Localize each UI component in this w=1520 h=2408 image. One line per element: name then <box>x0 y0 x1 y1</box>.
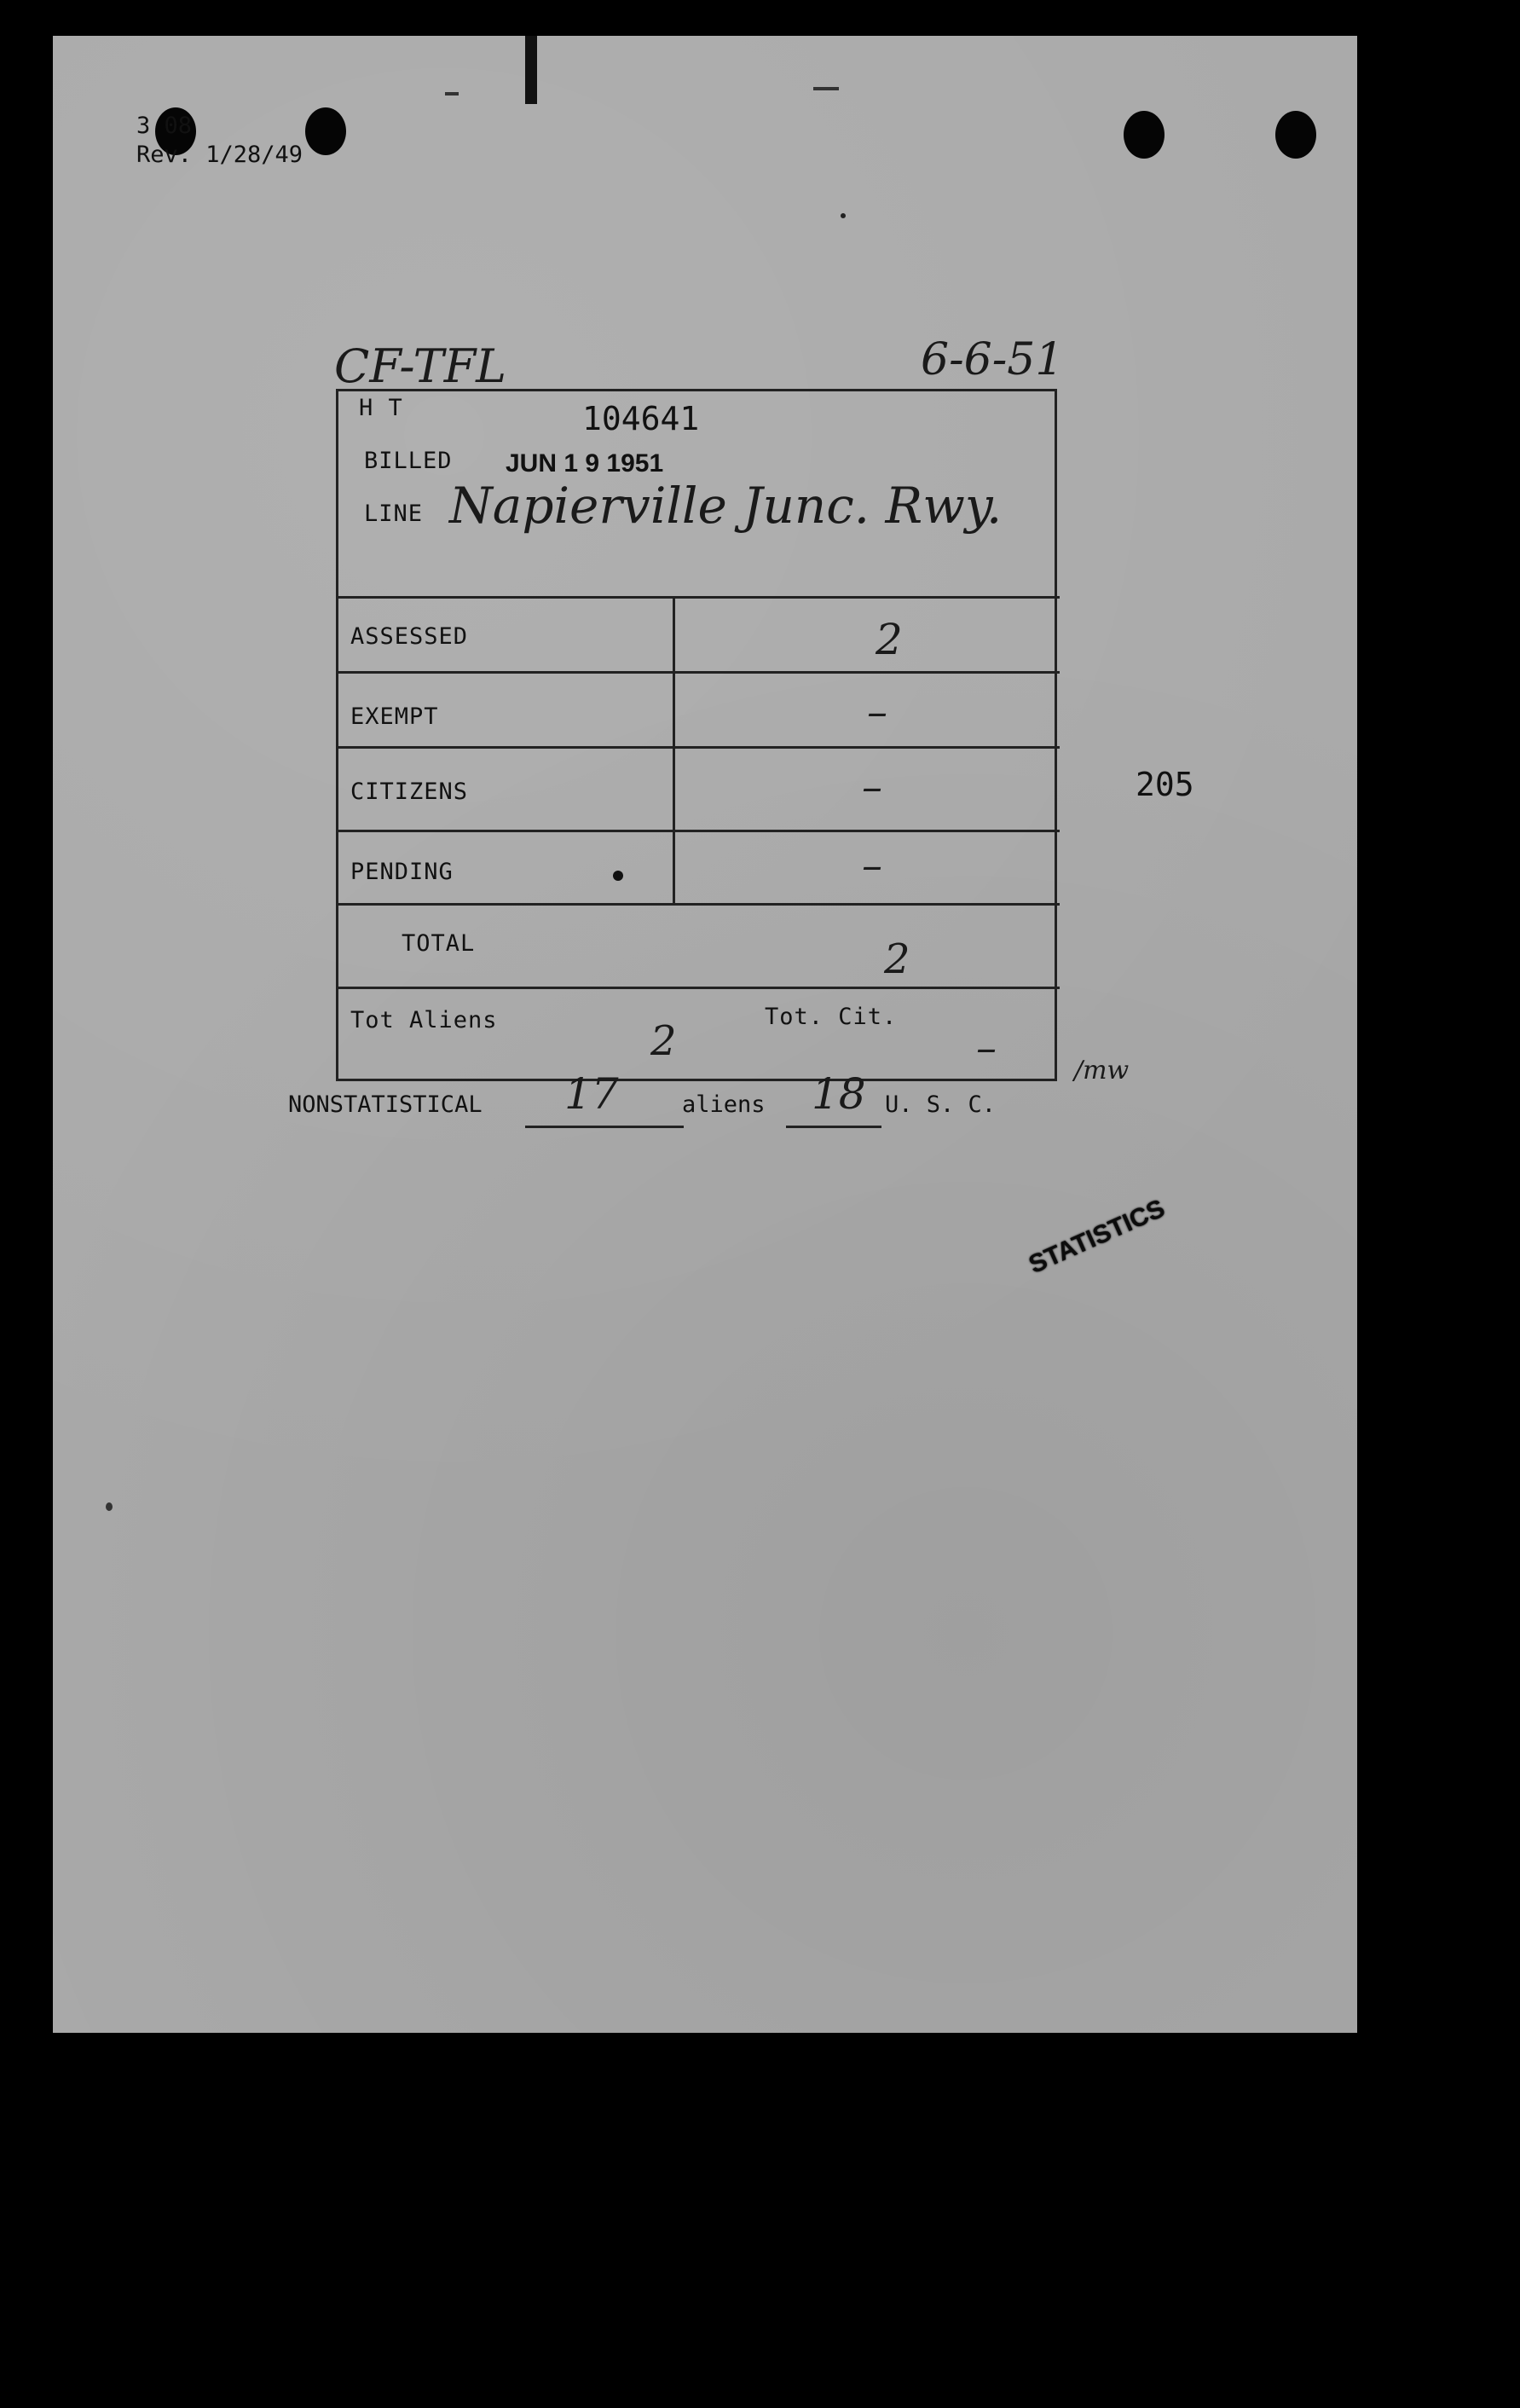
aliens-label: aliens <box>682 1091 766 1118</box>
divider-row-1 <box>338 671 1060 674</box>
speck <box>813 87 839 90</box>
row-label-assessed: ASSESSED <box>350 623 469 650</box>
form-number: 3 08 <box>136 113 193 139</box>
divider-header <box>338 596 1060 599</box>
tot-cit-label: Tot. Cit. <box>765 1004 898 1030</box>
divider-row-4 <box>338 903 1060 906</box>
handwritten-code: CF-TFL <box>334 339 507 393</box>
usc-value: 18 <box>812 1069 866 1119</box>
billed-date-stamp: JUN 1 9 1951 <box>506 449 664 478</box>
row-value-citizens: – <box>862 763 882 811</box>
handwritten-date: 6-6-51 <box>921 334 1064 385</box>
statistics-stamp: STATISTICS <box>1025 1194 1170 1280</box>
row-value-assessed: 2 <box>876 615 903 664</box>
punch-hole-top-right-2 <box>1275 111 1316 159</box>
punch-hole-top-right-1 <box>1124 111 1165 159</box>
row-label-citizens: CITIZENS <box>350 779 469 805</box>
tot-cit-value: – <box>976 1024 997 1072</box>
row-label-exempt: EXEMPT <box>350 703 439 730</box>
total-value: 2 <box>884 935 910 983</box>
total-label: TOTAL <box>402 930 476 957</box>
initials-handwritten: /mw <box>1074 1056 1130 1085</box>
tot-aliens-label: Tot Aliens <box>350 1007 498 1033</box>
column-divider <box>673 596 675 903</box>
pen-dot <box>613 871 623 881</box>
nonstat-aliens-value: 17 <box>564 1069 619 1119</box>
nonstat-aliens-underline <box>525 1126 684 1128</box>
ht-label: H T <box>359 395 403 421</box>
tot-aliens-value: 2 <box>650 1017 677 1065</box>
punch-hole-top-left-2 <box>305 107 346 155</box>
speck <box>106 1502 113 1511</box>
nonstatistical-label: NONSTATISTICAL <box>288 1091 483 1118</box>
divider-row-2 <box>338 746 1060 749</box>
line-value-handwritten: Napierville Junc. Rwy. <box>449 477 1003 535</box>
divider-row-3 <box>338 830 1060 832</box>
row-label-pending: PENDING <box>350 859 454 885</box>
speck <box>841 213 846 218</box>
usc-label: U. S. C. <box>885 1091 997 1118</box>
usc-underline <box>786 1126 881 1128</box>
divider-total <box>338 987 1060 989</box>
row-value-pending: – <box>862 842 882 889</box>
billed-label: BILLED <box>364 448 453 474</box>
statistics-form-box <box>336 389 1057 1081</box>
row-value-exempt: – <box>867 688 887 736</box>
side-number: 205 <box>1136 766 1194 803</box>
form-revision: Rev. 1/28/49 <box>136 142 303 168</box>
staple-mark <box>525 36 537 104</box>
line-label: LINE <box>364 501 424 527</box>
document-page <box>53 36 1357 2033</box>
speck <box>445 92 459 96</box>
ht-number: 104641 <box>582 400 700 437</box>
